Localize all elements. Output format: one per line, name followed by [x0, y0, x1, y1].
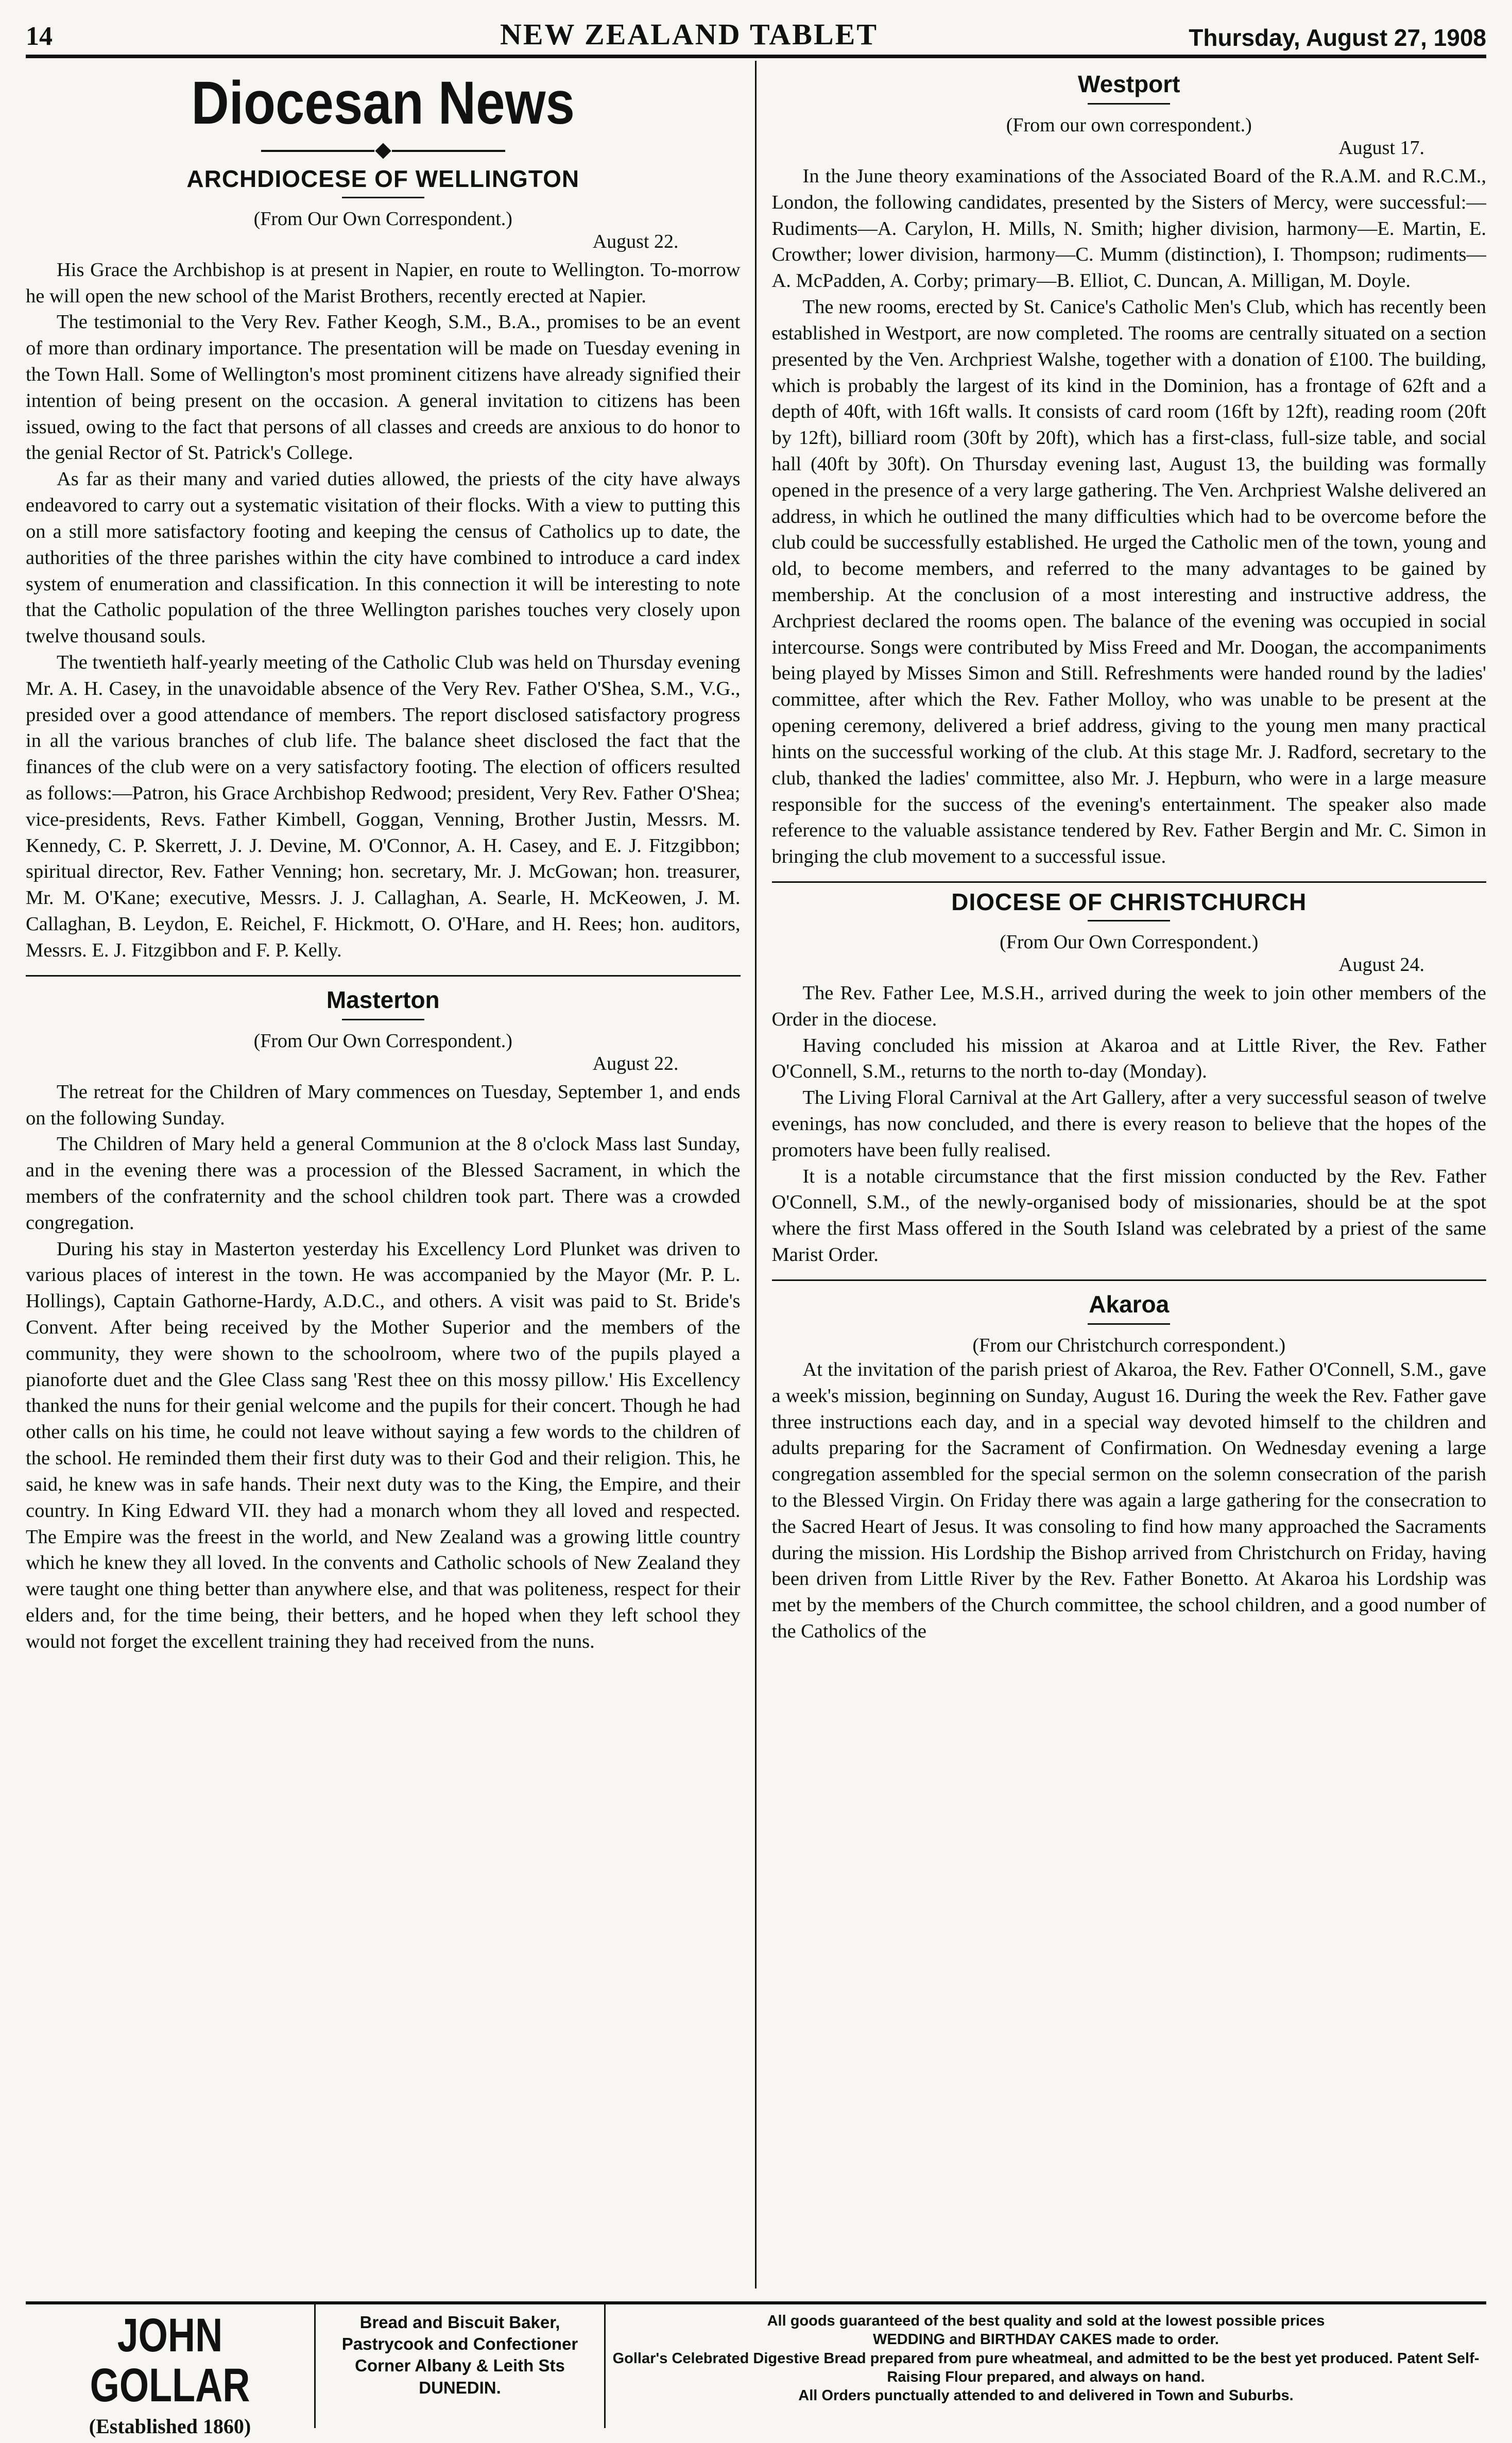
advertiser-block: [26, 2304, 316, 2438]
article-correspondent: (From Our Own Correspondent.): [253, 1030, 512, 1052]
article-christchurch: [772, 888, 1487, 1268]
note-line: WEDDING and BIRTHDAY CAKES made to order.: [873, 2331, 1219, 2348]
article-correspondent: (From Our Own Correspondent.): [1000, 931, 1259, 953]
article-westport: [772, 70, 1487, 870]
page-header: [26, 15, 1486, 58]
note-line: All Orders punctually attended to and delivered in Town and Suburbs.: [798, 2387, 1294, 2404]
article-paragraph: The Rev. Father Lee, M.S.H., arrived during the week to join other members of the Order in the diocese.: [771, 982, 1486, 1030]
article-heading: ARCHDIOCESE OF WELLINGTON: [186, 165, 580, 192]
trade-line: Pastrycook and Confectioner: [341, 2334, 578, 2354]
article-paragraph: The Living Floral Carnival at the Art Gallery, after a very successful season of twelve evenings, has now concluded, and there is every reason to believe that the hopes of the promoters have been fully realised.: [771, 1087, 1486, 1161]
article-dateline: August 22.: [592, 230, 679, 252]
article-heading: Westport: [1078, 71, 1180, 97]
article-correspondent: (From our own correspondent.): [1006, 114, 1252, 136]
article-heading: Akaroa: [1089, 1290, 1170, 1318]
advertiser-name: JOHN GOLLAR: [90, 2309, 250, 2412]
section-divider: [26, 975, 741, 977]
heading-rule: [1088, 920, 1170, 921]
advertisement-strip: [26, 2301, 1486, 2438]
article-heading: DIOCESE OF CHRISTCHURCH: [951, 888, 1307, 915]
article-paragraph: The twentieth half-yearly meeting of the Catholic Club was held on Thursday evening Mr. A. H. Casey, in the unavoidable absence of the Very Rev. Father O'Shea, S.M., V.G., presided over a good attendance of members. The report disclosed satisfactory progress in all the various branches of club life. The balance sheet disclosed the fact that the finances of the club were on a very satisfactory footing. The election of officers resulted as follows:—Patron, his Grace Archbishop Redwood; president, Very Rev. Father O'Shea; vice-presidents, Revs. Father Kimbell, Goggan, Venning, Brother Justin, Messrs. M. Kennedy, C. P. Skerrett, J. J. Devine, M. O'Connor, A. H. Casey, and E. J. Fitzgibbon; spiritual director, Rev. Father Venning; hon. secretary, Mr. J. McGowan; hon. treasurer, Mr. M. O'Kane; executive, Messrs. J. J. Callaghan, A. Searle, H. McKeowen, J. M. Callaghan, B. Leydon, E. Reichel, F. Hickmott, O. O'Hare, and H. Rees; hon. auditors, Messrs. E. J. Fitzgibbon and F. P. Kelly.: [26, 651, 741, 961]
heading-rule: [342, 1019, 424, 1020]
article-akaroa: [772, 1290, 1487, 1645]
heading-rule: [1088, 103, 1170, 105]
page-columns: [26, 61, 1486, 2288]
issue-date: Thursday, August 27, 1908: [1189, 24, 1486, 51]
article-paragraph: The testimonial to the Very Rev. Father Keogh, S.M., B.A., promises to be an event of more than ordinary importance. The presentation will be made on Tuesday evening in the Town Hall. Some of Wellington's most prominent citizens have already signified their intention of being present on the occasion. A general invitation to citizens has been issued, owing to the fact that persons of all classes and creeds are anxious to do honor to the genial Rector of St. Patrick's College.: [26, 311, 741, 464]
article-paragraph: The Children of Mary held a general Communion at the 8 o'clock Mass last Sunday, and in the evening there was a procession of the Blessed Sacrament, in which the members of the confraternity and the school children took part. There was a crowded congregation.: [26, 1133, 741, 1234]
article-paragraph: The retreat for the Children of Mary commences on Tuesday, September 1, and ends on the following Sunday.: [26, 1081, 741, 1129]
article-paragraph: Having concluded his mission at Akaroa and at Little River, the Rev. Father O'Connell, S.M., returns to the north to-day (Monday).: [771, 1034, 1486, 1083]
note-line: All goods guaranteed of the best quality and sold at the lowest possible prices: [767, 2313, 1325, 2329]
article-correspondent: (From our Christchurch correspondent.): [972, 1334, 1286, 1356]
heading-rule: [1088, 1323, 1170, 1325]
article-correspondent: (From Our Own Correspondent.): [253, 208, 512, 230]
article-masterton: [26, 986, 741, 1655]
left-column: [26, 61, 757, 2288]
article-dateline: August 22.: [592, 1052, 679, 1074]
article-paragraph: In the June theory examinations of the Associated Board of the R.A.M. and R.C.M., London, the following candidates, presented by the Sisters of Mercy, were successful:—Rudiments—A. Carylon, H. Mills, N. Smith; higher division, harmony—E. Martin, E. Crowther; lower division, harmony—C. Mumm (distinction), I. Thompson; rudiments—A. McPadden, A. Corby; primary—B. Elliot, C. Duncan, A. Milligan, M. Doyle.: [771, 165, 1486, 292]
article-paragraph: His Grace the Archbishop is at present in Napier, en route to Wellington. To-morrow he will open the new school of the Marist Brothers, recently erected at Napier.: [26, 259, 741, 307]
article-paragraph: As far as their many and varied duties allowed, the priests of the city have always endeavored to carry out a systematic visitation of their flocks. With a view to putting this on a still more satisfactory footing and keeping the census of Catholics up to date, the authorities of the three parishes within the city have combined to introduce a card index system of enumeration and classification. In this connection it will be interesting to note that the Catholic population of the three Wellington parishes touches very closely upon twelve thousand souls.: [26, 468, 741, 647]
trade-line: DUNEDIN.: [419, 2378, 501, 2397]
article-dateline: August 24.: [1338, 953, 1424, 976]
right-column: [757, 61, 1487, 2288]
section-divider: [772, 881, 1487, 883]
ornament-divider: [26, 140, 741, 160]
section-masthead: Diocesan News: [191, 69, 575, 137]
advertiser-established: (Established 1860): [89, 2415, 251, 2438]
section-divider: [772, 1279, 1487, 1281]
article-wellington: [26, 165, 741, 964]
article-dateline: August 17.: [1338, 137, 1424, 159]
article-heading: Masterton: [326, 986, 440, 1013]
article-paragraph: During his stay in Masterton yesterday his Excellency Lord Plunket was driven to various places of interest in the town. He was accompanied by the Mayor (Mr. P. L. Hollings), Captain Gathorne-Hardy, A.D.C., and others. A visit was paid to St. Bride's Convent. After being received by the Mother Superior and the members of the community, they were shown to the schoolroom, where two of the pupils played a pianoforte duet and the Glee Class sang 'Rest thee on this mossy pillow.' His Excellency thanked the nuns for their genial welcome and the pupils for their concert. Though he had other calls on his time, he could not leave without saying a few words to the children of the school. He reminded them their first duty was to their God and their religion. This, he said, he knew was in safe hands. Their next duty was to the King, the Empire, and their country. In King Edward VII. they had a monarch whom they all loved and respected. The Empire was the freest in the world, and New Zealand was a growing little country which he knew they all loved. In the convents and Catholic schools of New Zealand they were taught one thing better than anywhere else, and that was politeness, respect for their elders and, for the time being, their betters, and he hoped when they left school they would not forget the excellent training they had received from the nuns.: [26, 1238, 741, 1652]
article-paragraph: It is a notable circumstance that the first mission conducted by the Rev. Father O'Connell, S.M., of the newly-organised body of missionaries, should be at the spot where the first Mass offered in the South Island was celebrated by a priest of the same Marist Order.: [771, 1165, 1486, 1266]
page-number: 14: [26, 22, 53, 51]
newspaper-title: NEW ZEALAND TABLET: [500, 18, 879, 51]
article-paragraph: At the invitation of the parish priest of Akaroa, the Rev. Father O'Connell, S.M., gave a week's mission, beginning on Sunday, August 16. During the week the Rev. Father gave three instructions each day, and in a special way devoted himself to the children and adults preparing for the Sacrament of Confirmation. On Wednesday evening a large congregation assembled for the special sermon on the solemn consecration of the parish to the Blessed Virgin. On Friday there was again a large gathering for the consecration to the Sacred Heart of Jesus. It was consoling to find how many approached the Sacraments during the mission. His Lordship the Bishop arrived from Christchurch on Friday, having been driven from Little River by the Rev. Father Bonetto. At Akaroa his Lordship was met by the members of the Church committee, the school children, and a good number of the Catholics of the: [771, 1358, 1486, 1642]
heading-rule: [342, 197, 424, 198]
trade-line: Corner Albany & Leith Sts: [355, 2356, 565, 2376]
note-line: Gollar's Celebrated Digestive Bread prepared from pure wheatmeal, and admitted to be the best yet produced. Patent Self-Raising Flour prepared, and always on hand.: [612, 2350, 1480, 2385]
article-paragraph: The new rooms, erected by St. Canice's Catholic Men's Club, which has recently been established in Westport, are now completed. The rooms are centrally situated on a section presented by the Ven. Archpriest Walshe, together with a donation of £100. The building, which is probably the largest of its kind in the Dominion, has a frontage of 62ft and a depth of 40ft, with 16ft walls. It consists of card room (16ft by 12ft), reading room (20ft by 12ft), billiard room (30ft by 20ft), which has a first-class, full-size table, and social hall (40ft by 30ft). On Thursday evening last, August 13, the building was formally opened in the presence of a very large gathering. The Ven. Archpriest Walshe delivered an address, in which he outlined the many difficulties which had to be overcome before the club could be successfully established. He urged the Catholic men of the town, young and old, to become members, and referred to the many advantages to be gained by membership. At the conclusion of a most interesting and instructive address, the Archpriest declared the rooms open. The balance of the evening was occupied in social intercourse. Songs were contributed by Miss Freed and Mr. Doogan, the accompaniments being played by Misses Simon and Still. Refreshments were handed round by the ladies' committee, after which the Rev. Father Molloy, who was unable to be present at the opening ceremony, delivered a brief address, giving to the young men many practical hints on the successful working of the club. At this stage Mr. J. Radford, secretary to the club, thanked the ladies' committee, also Mr. J. Hepburn, who were in a large measure responsible for the success of the evening's entertainment. The speaker also made reference to the valuable assistance tendered by Rev. Father Bergin and Mr. C. Simon in bringing the club movement to a successful issue.: [771, 296, 1486, 868]
trade-line: Bread and Biscuit Baker,: [359, 2313, 560, 2332]
advertiser-trade: [316, 2304, 606, 2428]
advertiser-notes: [606, 2304, 1486, 2428]
